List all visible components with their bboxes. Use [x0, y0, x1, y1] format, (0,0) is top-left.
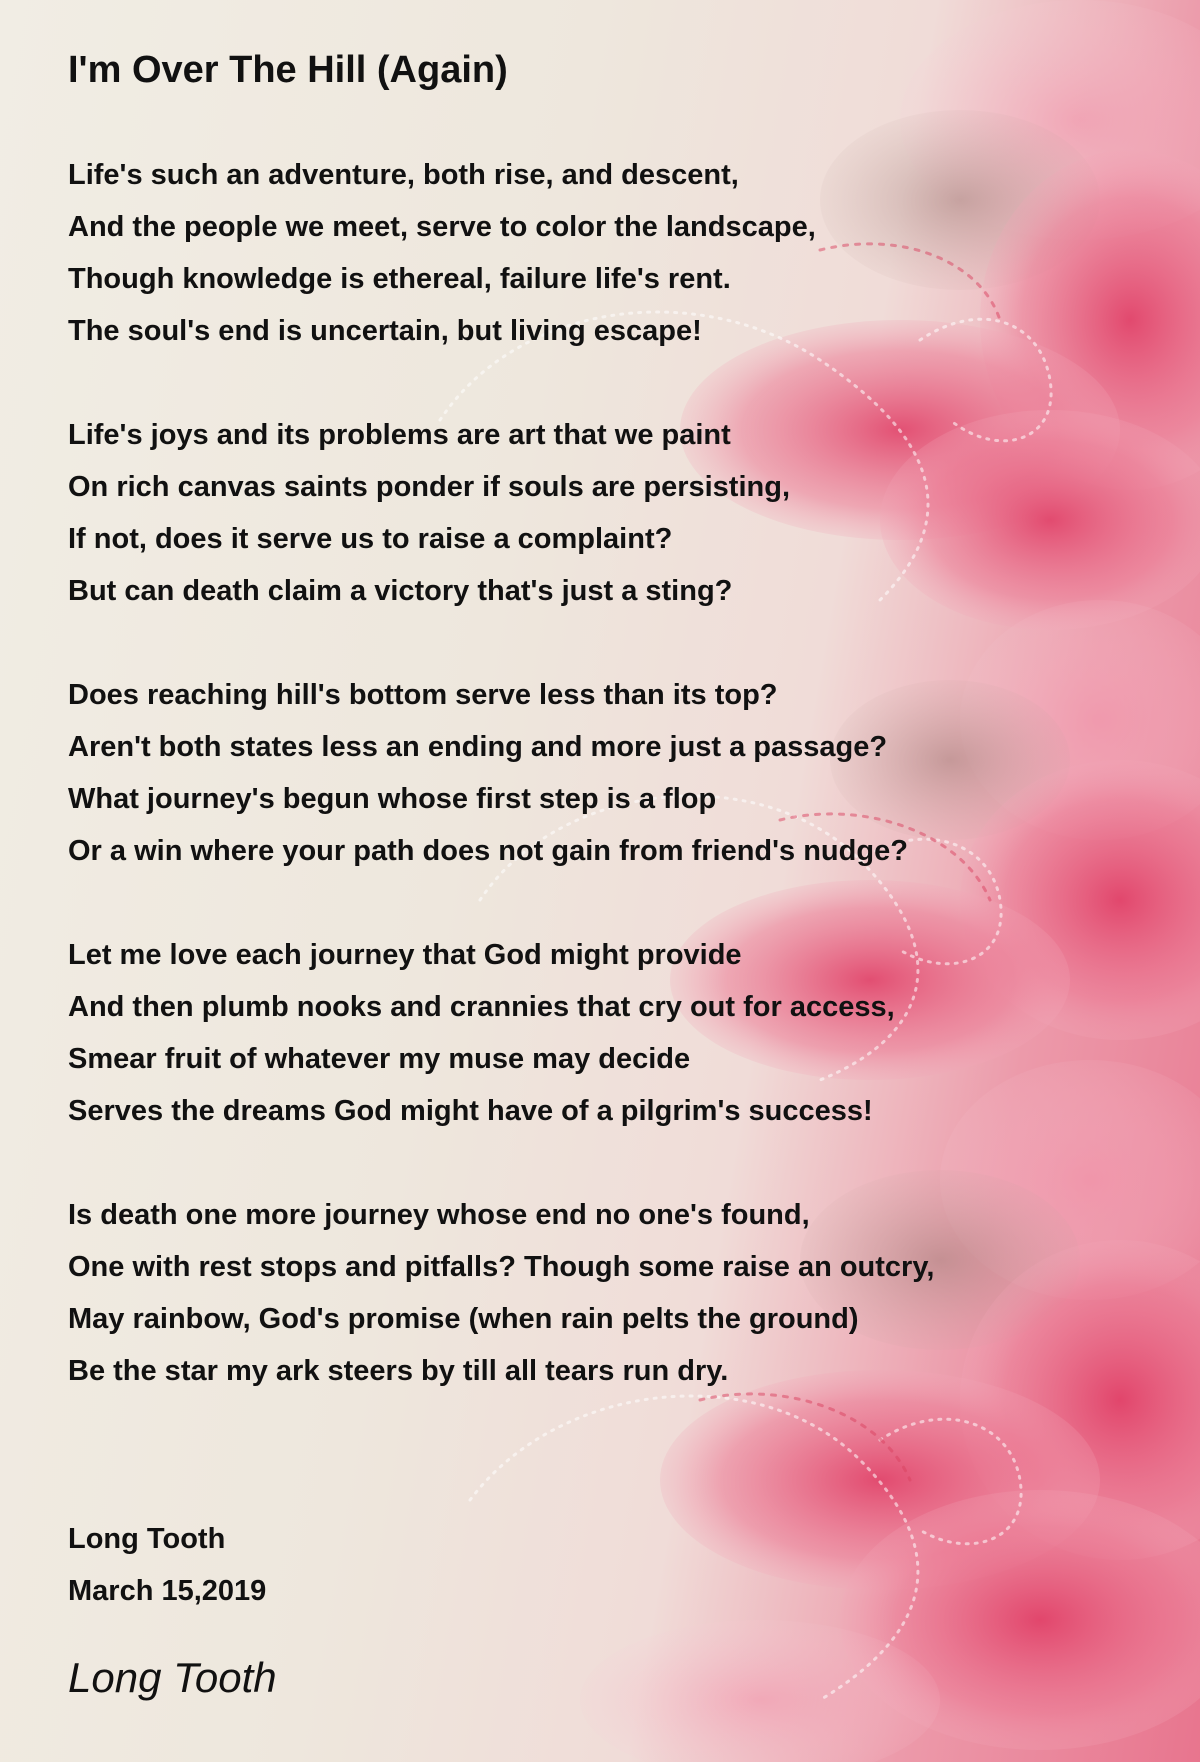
- poem-line: Does reaching hill's bottom serve less than its top?: [68, 678, 778, 711]
- poem-line: May rainbow, God's promise (when rain pelts the ground): [68, 1302, 859, 1335]
- poem-line: What journey's begun whose first step is a flop: [68, 782, 717, 815]
- poem-line: Be the star my ark steers by till all tears run dry.: [68, 1354, 729, 1387]
- poem-stanza-4: [68, 929, 1148, 1137]
- poem-date: March 15,2019: [68, 1574, 267, 1607]
- poem-line: Aren't both states less an ending and more just a passage?: [68, 730, 888, 763]
- poem-stanza-1: [68, 149, 1148, 357]
- poem-stanza-3: [68, 669, 1148, 877]
- author-name: Long Tooth: [68, 1522, 226, 1555]
- poem-credits: [68, 1513, 1148, 1617]
- poem-line: Is death one more journey whose end no one's found,: [68, 1198, 810, 1231]
- poem-line: Smear fruit of whatever my muse may decide: [68, 1042, 691, 1075]
- poem-line: Life's such an adventure, both rise, and descent,: [68, 158, 739, 191]
- poem-line: If not, does it serve us to raise a complaint?: [68, 522, 673, 555]
- poem-content: [68, 48, 1148, 1703]
- poem-line: One with rest stops and pitfalls? Though some raise an outcry,: [68, 1250, 935, 1283]
- poem-line: Let me love each journey that God might provide: [68, 938, 742, 971]
- author-signature: Long Tooth: [68, 1653, 277, 1701]
- poem-title: I'm Over The Hill (Again): [68, 49, 508, 91]
- poem-line: And the people we meet, serve to color the landscape,: [68, 210, 816, 243]
- poem-stanza-5: [68, 1189, 1148, 1397]
- poem-line: Life's joys and its problems are art that we paint: [68, 418, 731, 451]
- poem-line: But can death claim a victory that's just a sting?: [68, 574, 733, 607]
- poem-stanza-2: [68, 409, 1148, 617]
- poem-line: And then plumb nooks and crannies that cry out for access,: [68, 990, 895, 1023]
- poem-line: Though knowledge is ethereal, failure life's rent.: [68, 262, 731, 295]
- poem-line: On rich canvas saints ponder if souls are persisting,: [68, 470, 790, 503]
- poem-line: Or a win where your path does not gain from friend's nudge?: [68, 834, 908, 867]
- poem-line: Serves the dreams God might have of a pilgrim's success!: [68, 1094, 873, 1127]
- poem-line: The soul's end is uncertain, but living escape!: [68, 314, 702, 347]
